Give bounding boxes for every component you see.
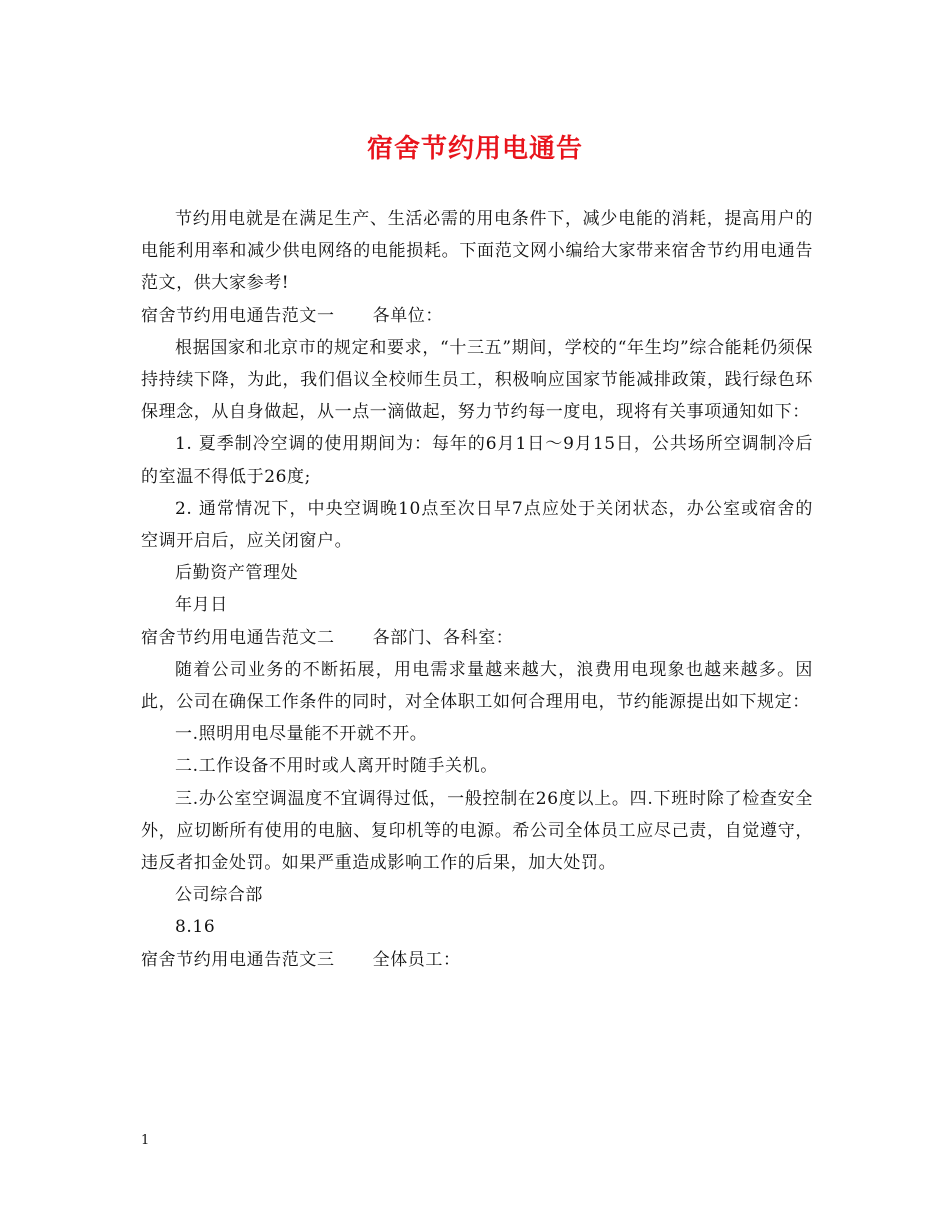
list-item: 三.办公室空调温度不宜调得过低，一般控制在26度以上。四.下班时除了检查安全外，应切断所有使用的电脑、复印机等的电源。希公司全体员工应尽己责，自觉遵守，违反者扣金处罚。如果严重造成影响工作的后果，加大处罚。 [141,788,813,874]
section-heading-recipient: 全体员工： [372,949,461,970]
section-heading-2 [141,622,813,654]
list-item: 一.照明用电尽量能不开就不开。 [175,724,428,745]
body-paragraph: 根据国家和北京市的规定和要求，“十三五”期间，学校的“年生均”综合能耗仍须保持持续下降，为此，我们倡议全校师生员工，积极响应国家节能减排政策，践行绿色环保理念，从自身做起，从一点一滴做起，努力节约每一度电，现将有关事项通知如下： [141,337,813,423]
body-paragraph: 随着公司业务的不断拓展，用电需求量越来越大，浪费用电现象也越来越多。因此，公司在确保工作条件的同时，对全体职工如何合理用电，节约能源提出如下规定： [141,659,813,713]
signature-date: 8.16 [175,917,216,938]
signature-date: 年月日 [175,595,228,616]
section-heading-recipient: 各部门、各科室： [372,627,514,648]
intro-paragraph: 节约用电就是在满足生产、生活必需的用电条件下，减少电能的消耗，提高用户的电能利用率和减少供电网络的电能损耗。下面范文网小编给大家带来宿舍节约用电通告范文，供大家参考! [141,209,813,294]
list-item: 2. 通常情况下，中央空调晚10点至次日早7点应处于关闭状态，办公室或宿舍的空调开启后，应关闭窗户。 [141,498,813,552]
section-heading-recipient: 各单位： [372,305,444,326]
list-item: 1. 夏季制冷空调的使用期间为：每年的6月1日～9月15日，公共场所空调制冷后的室温不得低于26度; [141,434,813,487]
section-heading-label: 宿舍节约用电通告范文三 [141,949,335,970]
section-heading-1 [141,300,813,332]
signature-department: 后勤资产管理处 [175,563,299,584]
page-number: 1 [141,1133,150,1148]
list-item: 二.工作设备不用时或人离开时随手关机。 [175,756,498,777]
section-heading-label: 宿舍节约用电通告范文一 [141,305,335,326]
section-heading-3 [141,944,813,976]
document-body [141,203,813,976]
signature-department: 公司综合部 [175,885,263,906]
section-heading-label: 宿舍节约用电通告范文二 [141,627,335,648]
document-title: 宿舍节约用电通告 [366,134,583,164]
